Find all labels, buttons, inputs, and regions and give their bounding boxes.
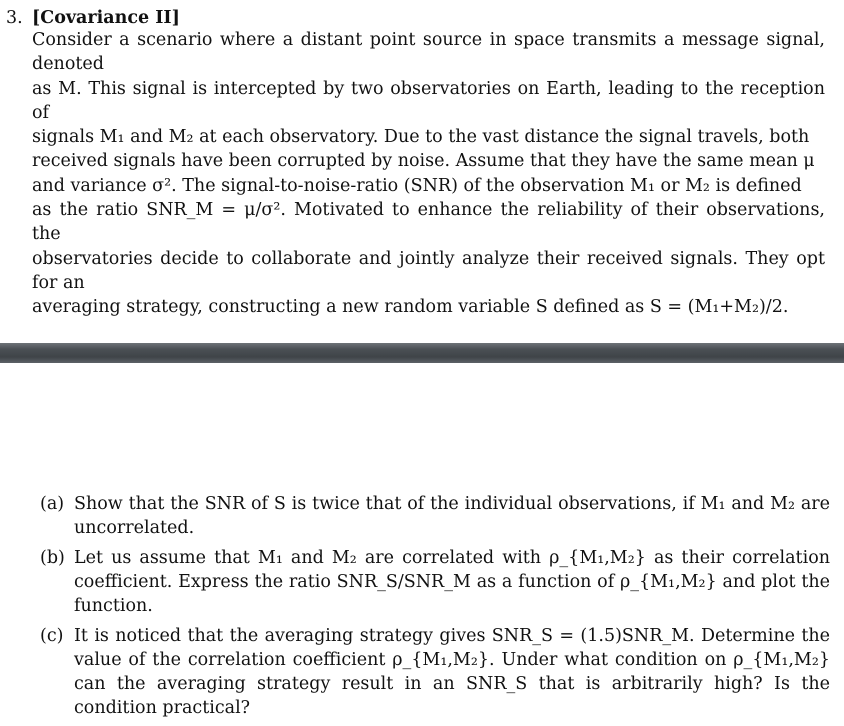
problem-intro (32, 28, 825, 320)
part-a (40, 492, 830, 540)
part-text: Show that the SNR of S is twice that of the individual observations, if M₁ and M₂ are uncorrelated. (74, 494, 830, 538)
intro-line-8: averaging strategy, constructing a new random variable S defined as S = (M₁+M₂)/2. (32, 297, 789, 318)
problem-parts (40, 492, 830, 726)
part-label: (c) (40, 626, 64, 646)
problem-number: 3. (6, 8, 23, 28)
part-label: (b) (40, 548, 65, 568)
problem-title: [Covariance II] (32, 8, 180, 28)
intro-line-5: and variance σ². The signal-to-noise-ratio (SNR) of the observation M₁ or M₂ is defined (32, 175, 802, 196)
part-text: Let us assume that M₁ and M₂ are correlated with ρ_{M₁,M₂} as their correlation coefficient. Express the ratio SNR_S/SNR_M as a function of ρ_{M₁,M₂} and plot the function. (74, 548, 830, 616)
intro-line-4: received signals have been corrupted by noise. Assume that they have the same mean μ (32, 151, 815, 172)
intro-line-7: observatories decide to collaborate and jointly analyze their received signals. They opt for an (32, 248, 825, 293)
part-b (40, 546, 830, 618)
part-label: (a) (40, 494, 65, 514)
intro-line-2: as M. This signal is intercepted by two observatories on Earth, leading to the reception of (32, 78, 825, 123)
part-c (40, 624, 830, 720)
section-divider-bar (0, 343, 844, 363)
part-text: It is noticed that the averaging strategy gives SNR_S = (1.5)SNR_M. Determine the value of the correlation coefficient ρ_{M₁,M₂}. Under what condition on ρ_{M₁,M₂} can the averaging strategy result in an SNR_S that is arbitrarily high? Is the condition practical? (74, 626, 830, 718)
intro-line-3: signals M₁ and M₂ at each observatory. Due to the vast distance the signal travels, both (32, 127, 810, 148)
intro-line-6: as the ratio SNR_M = μ/σ². Motivated to enhance the reliability of their observations, the (32, 200, 825, 245)
intro-line-1: Consider a scenario where a distant point source in space transmits a message signal, denoted (32, 30, 825, 75)
